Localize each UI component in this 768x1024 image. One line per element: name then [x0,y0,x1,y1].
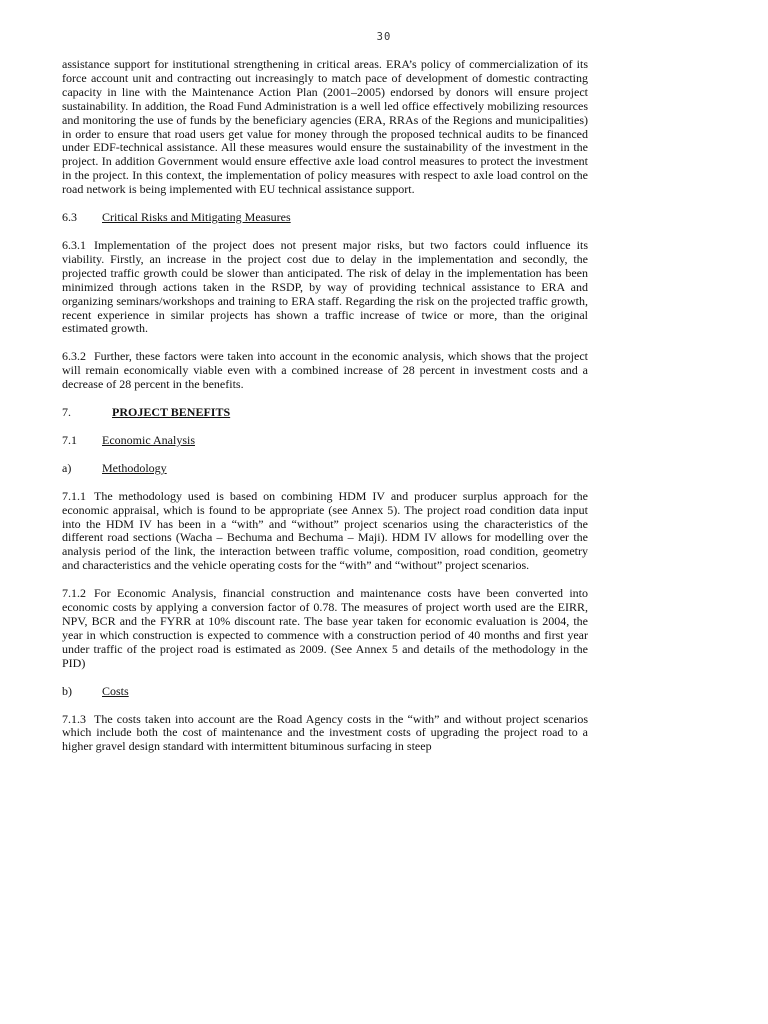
document-body [62,58,588,768]
section-heading-7-1 [62,434,588,448]
paragraph-number: 7.1.3 [62,711,86,726]
section-number: 6.3 [62,210,77,225]
paragraph-7-1-1 [62,490,588,573]
paragraph-text: The costs taken into account are the Road Agency costs in the “with” and without project scenarios which include both the cost of maintenance and the investment costs of upgrading the project road to a higher gravel design standard with intermittent bituminous surfacing in steep [62,711,588,754]
section-title: PROJECT BENEFITS [112,405,231,420]
subsection-title: Costs [102,683,129,698]
section-title: Economic Analysis [102,432,195,447]
subsection-letter: b) [62,683,72,698]
section-number: 7. [62,405,71,420]
paragraph-number: 6.3.1 [62,237,86,252]
paragraph-6-3-2 [62,350,588,392]
paragraph-7-1-2 [62,587,588,670]
subsection-heading-a [62,462,588,476]
paragraph-number: 6.3.2 [62,349,86,364]
paragraph-number: 7.1.1 [62,488,86,503]
subsection-heading-b [62,685,588,699]
section-title: Critical Risks and Mitigating Measures [102,210,291,225]
paragraph-text: Implementation of the project does not present major risks, but two factors could influence its viability. Firstly, an increase in the project cost due to delay in the implementation and secondly, the projected traffic growth could be slower than anticipated. The risk of delay in the implementation has been minimized through actions taken in the RSDP, by way of providing technical assistance to ERA and organizing seminars/workshops and training to ERA staff. Regarding the risk on the projected traffic growth, recent experience in similar projects has shown a traffic increase of twice or more, than the original estimated growth. [62,237,588,336]
paragraph-number: 7.1.2 [62,586,86,601]
paragraph-text: For Economic Analysis, financial construction and maintenance costs have been converted into economic costs by applying a conversion factor of 0.78. The measures of project worth used are the EIRR, NPV, BCR and the FYRR at 10% discount rate. The base year taken for economic evaluation is 2004, the year in which construction is expected to commence with a construction period of 40 months and first year under traffic of the project road is estimated as 2009. (See Annex 5 and details of the methodology in the PID) [62,586,588,670]
subsection-letter: a) [62,460,72,475]
section-number: 7.1 [62,432,77,447]
section-heading-6-3 [62,211,588,225]
section-heading-7 [62,406,588,420]
paragraph-7-1-3 [62,713,588,755]
paragraph-6-3-1 [62,239,588,336]
subsection-title: Methodology [102,460,167,475]
page-number: 30 [376,31,392,43]
paragraph-intro: assistance support for institutional strengthening in critical areas. ERA’s policy of commercialization of its force account unit and contracting out increasingly to match pace of development of domestic contracting capacity in line with the Maintenance Action Plan (2001–2005) endorsed by donors will ensure project sustainability. In addition, the Road Fund Administration is a well led office effectively mobilizing resources and monitoring the use of funds by the beneficiary agencies (ERA, RRAs of the Regions and municipalities) in order to ensure that road users get value for money through the proposed technical audits to be financed under EDF-technical assistance. All these measures would ensure the sustainability of the investment in the project. In addition Government would ensure effective axle load control measures to protect the investment in the project. In this context, the implementation of policy measures with respect to axle load control on the road network is being implemented with EU technical assistance support. [62,57,588,197]
paragraph-text: Further, these factors were taken into account in the economic analysis, which shows that the project will remain economically viable even with a combined increase of 28 percent in investment costs and a decrease of 28 percent in the benefits. [62,349,588,392]
paragraph-text: The methodology used is based on combining HDM IV and producer surplus approach for the economic appraisal, which is found to be appropriate (see Annex 5). The project road condition data input into the HDM IV has been in a “with” and “without” project scenarios using the characteristics of the different road sections (Wacha – Bechuma and Bechuma – Maji). HDM IV allows for modelling over the analysis period of the link, the interaction between traffic volume, composition, road condition, geometry and characteristics and the vehicle operating costs for the “with” and “without” project scenarios. [62,488,588,573]
